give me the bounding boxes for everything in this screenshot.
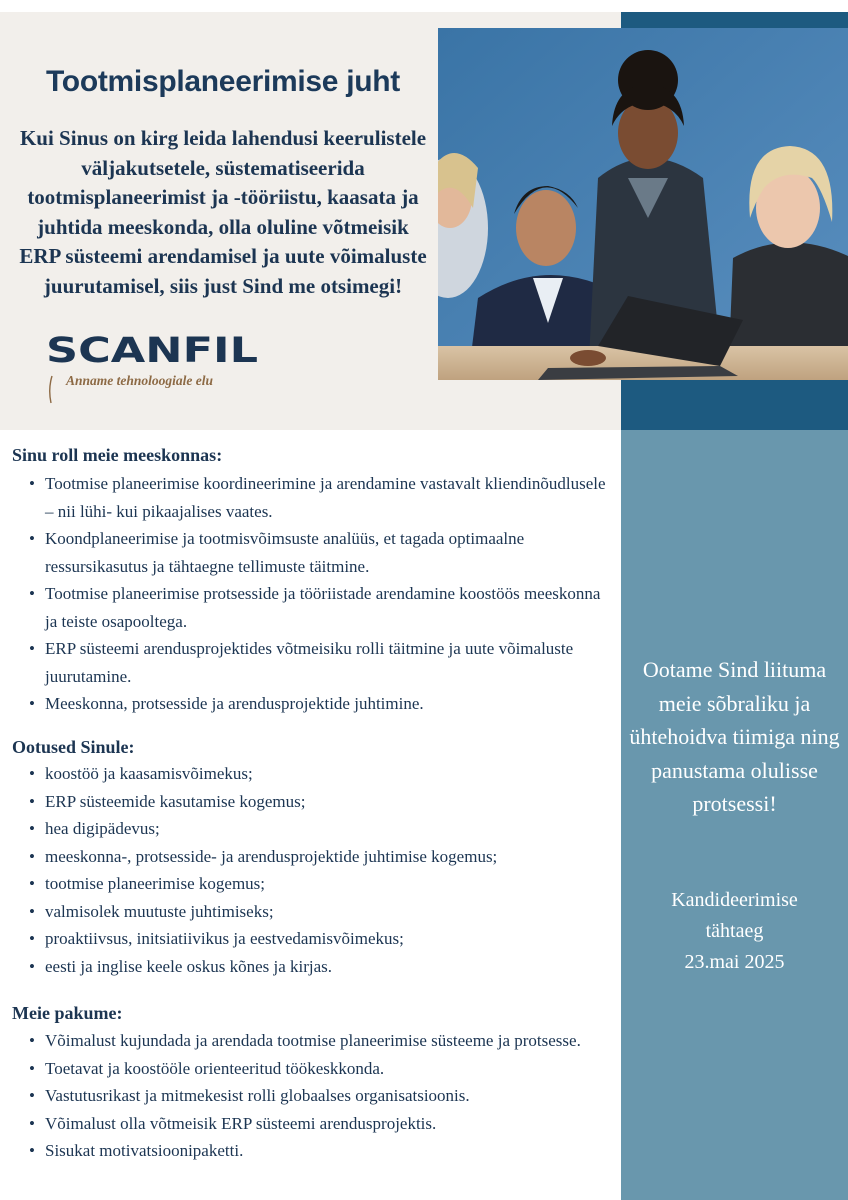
section-title: Meie pakume: — [12, 1003, 123, 1023]
intro-text: Kui Sinus on kirg leida lahendusi keerulistele väljakutsetele, süstematiseerida tootmisplaneerimist ja -tööriistu, kaasata ja juhtida meeskonda, olla oluline võtmeisik ERP süsteemi arendamisel ja uute võimaluste juurutamisel, siis just Sind me otsimegi! — [19, 126, 427, 298]
tagline-divider — [48, 374, 52, 404]
list-item: • valmisolek muutuste juhtimiseks; — [28, 898, 612, 926]
offer-list — [28, 1027, 612, 1165]
role-list — [28, 470, 612, 718]
list-item: • Toetavat ja koostööle orienteeritud töökeskkonda. — [28, 1055, 612, 1083]
list-item: • Tootmise planeerimise koordineerimine ja arendamine vastavalt kliendinõudlusele – nii lühi- kui pikaajalises vaates. — [28, 470, 612, 525]
list-item: • proaktiivsus, initsiatiivikus ja eestvedamisvõimekus; — [28, 925, 612, 953]
list-item: • hea digipädevus; — [28, 815, 612, 843]
deadline-block — [621, 885, 848, 978]
list-item: • Tootmise planeerimise protsesside ja tööriistade arendamine koostöös meeskonna ja teiste osapooltega. — [28, 580, 612, 635]
list-item: • Võimalust kujundada ja arendada tootmise planeerimise süsteeme ja protsesse. — [28, 1027, 612, 1055]
list-item: • Vastutusrikast ja mitmekesist rolli globaalses organisatsioonis. — [28, 1082, 612, 1110]
list-item: • Sisukat motivatsioonipaketti. — [28, 1137, 612, 1165]
list-item: • ERP süsteemi arendusprojektides võtmeisiku rolli täitmine ja uute võimaluste juurutamine. — [28, 635, 612, 690]
scanfil-logo — [46, 331, 258, 367]
list-item: • eesti ja inglise keele oskus kõnes ja kirjas. — [28, 953, 612, 981]
list-item: • Meeskonna, protsesside ja arendusprojektide juhtimine. — [28, 690, 612, 718]
section-title: Sinu roll meie meeskonnas: — [12, 445, 223, 465]
deadline-date: 23.mai 2025 — [684, 951, 785, 973]
section-role — [12, 443, 612, 718]
expectations-list — [28, 760, 612, 980]
list-item: • Koondplaneerimise ja tootmisvõimsuste analüüs, et tagada optimaalne ressursikasutus ja tähtaegne tellimuste täitmine. — [28, 525, 612, 580]
deadline-label: Kandideerimise tähtaeg — [671, 889, 798, 942]
team-photo — [438, 28, 848, 380]
list-item: • ERP süsteemide kasutamise kogemus; — [28, 788, 612, 816]
list-item: • Võimalust olla võtmeisik ERP süsteemi arendusprojektis. — [28, 1110, 612, 1138]
sidebar-message: Ootame Sind liituma meie sõbraliku ja ühtehoidva tiimiga ning panustama olulisse protsessi! — [629, 657, 840, 816]
list-item: • tootmise planeerimise kogemus; — [28, 870, 612, 898]
tagline: Anname tehnoloogiale elu — [66, 373, 214, 388]
list-item: • koostöö ja kaasamisvõimekus; — [28, 760, 612, 788]
section-title: Ootused Sinule: — [12, 737, 135, 757]
list-item: • meeskonna-, protsesside- ja arendusprojektide juhtimise kogemus; — [28, 843, 612, 871]
svg-text:SCANFIL: SCANFIL — [46, 331, 258, 367]
page-title: Tootmisplaneerimise juht — [46, 65, 400, 98]
section-offer — [12, 1001, 612, 1165]
section-expectations — [12, 735, 612, 980]
